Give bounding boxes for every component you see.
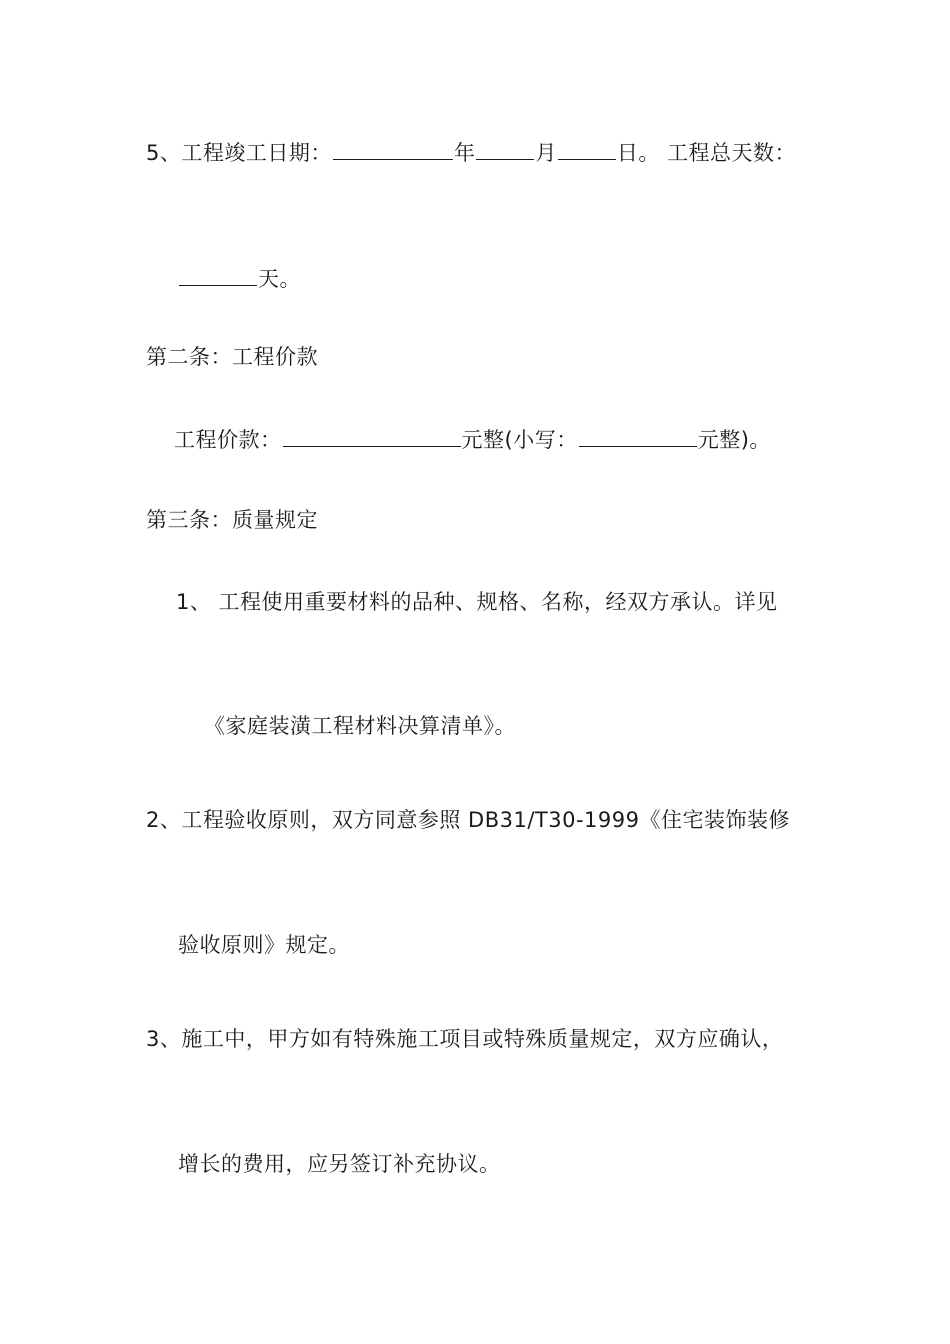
completion-date-label: 5、工程竣工日期： <box>146 141 332 165</box>
clause-2-continuation: 验收原则》规定。 <box>178 933 350 957</box>
days-unit-label: 天。 <box>258 267 301 291</box>
year-label: 年 <box>453 141 476 165</box>
day-and-total-days-label: 日。 工程总天数： <box>616 141 797 165</box>
price-end-label: 元整)。 <box>697 428 771 452</box>
total-days-blank[interactable] <box>179 265 257 286</box>
clause-2-text: 2、工程验收原则，双方同意参照 DB31/T30-1999《住宅装饰装修 <box>146 808 790 832</box>
article-three-heading: 第三条：质量规定 <box>146 508 318 532</box>
clause-3-text: 3、施工中，甲方如有特殊施工项目或特殊质量规定，双方应确认， <box>146 1027 784 1051</box>
day-blank[interactable] <box>558 139 616 160</box>
clause-3-continuation: 增长的费用，应另签订补充协议。 <box>178 1152 501 1176</box>
year-blank[interactable] <box>333 139 453 160</box>
total-days-line <box>178 264 301 294</box>
project-price-label: 工程价款： <box>174 428 282 452</box>
month-label: 月 <box>535 141 557 165</box>
price-uppercase-blank[interactable] <box>283 426 461 447</box>
price-middle-label: 元整(小写： <box>461 428 578 452</box>
article-two-heading: 第二条：工程价款 <box>146 345 318 369</box>
clause-1-text: 1、 工程使用重要材料的品种、规格、名称，经双方承认。详见 <box>176 590 778 614</box>
clause-1-continuation: 《家庭装潢工程材料决算清单》。 <box>204 714 516 738</box>
month-blank[interactable] <box>476 139 534 160</box>
completion-date-line <box>146 138 796 168</box>
project-price-line <box>174 425 771 455</box>
price-lowercase-blank[interactable] <box>579 426 697 447</box>
